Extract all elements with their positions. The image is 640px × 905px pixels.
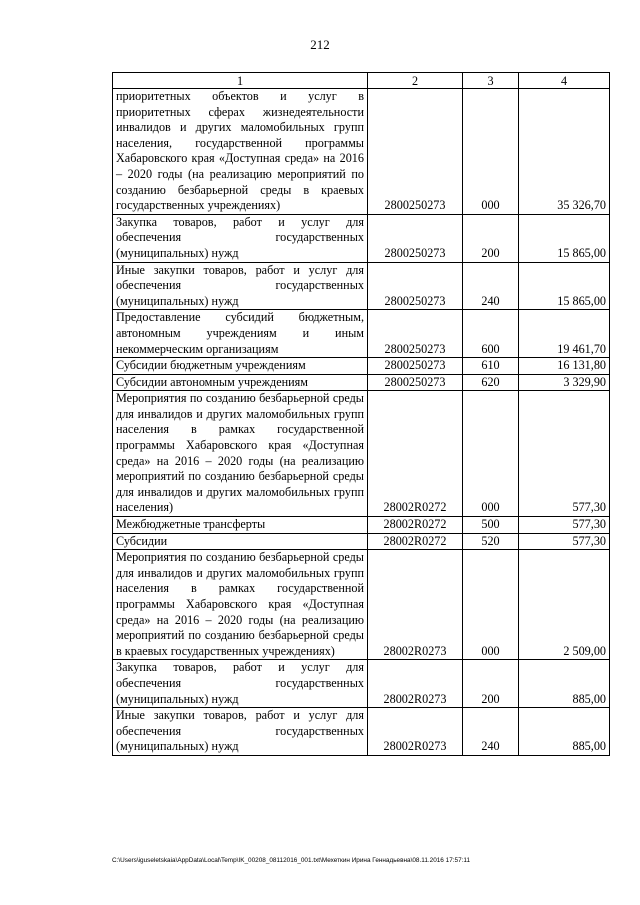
- row-amount: 885,00: [519, 708, 610, 756]
- table-row: [113, 358, 610, 375]
- row-expense-type: 240: [463, 708, 519, 756]
- column-header-4: 4: [519, 73, 610, 89]
- page-number: 212: [310, 37, 330, 52]
- row-amount: 16 131,80: [519, 358, 610, 375]
- row-amount: 577,30: [519, 517, 610, 534]
- row-amount: 19 461,70: [519, 310, 610, 358]
- row-expense-type: 500: [463, 517, 519, 534]
- row-expense-type: 620: [463, 374, 519, 391]
- row-amount: 3 329,90: [519, 374, 610, 391]
- row-target-code: 2800250273: [368, 310, 463, 358]
- table-row: [113, 374, 610, 391]
- row-expense-type: 240: [463, 262, 519, 310]
- table-row: [113, 89, 610, 215]
- row-expense-type: 520: [463, 533, 519, 550]
- table-row: [113, 391, 610, 517]
- row-target-code: 28002R0272: [368, 391, 463, 517]
- row-expense-type: 200: [463, 660, 519, 708]
- table-row: [113, 533, 610, 550]
- row-amount: 15 865,00: [519, 214, 610, 262]
- budget-table: [112, 72, 610, 756]
- row-target-code: 2800250273: [368, 374, 463, 391]
- row-amount: 2 509,00: [519, 550, 610, 660]
- row-description: Межбюджетные трансферты: [113, 517, 368, 534]
- row-expense-type: 000: [463, 89, 519, 215]
- row-description: Субсидии: [113, 533, 368, 550]
- row-amount: 35 326,70: [519, 89, 610, 215]
- row-description: Мероприятия по созданию безбарьерной среды для инвалидов и других маломобильных групп населения в рамках государственной программы Хабаровского края «Доступная среда» на 2016 – 2020 годы (на реализацию мероприятий по созданию безбарьерной среды для инвалидов и других маломобильных групп населения): [113, 391, 368, 517]
- row-description: Иные закупки товаров, работ и услуг для обеспечения государственных (муниципальных) нужд: [113, 708, 368, 756]
- row-description: Иные закупки товаров, работ и услуг для обеспечения государственных (муниципальных) нужд: [113, 262, 368, 310]
- row-description: Субсидии бюджетным учреждениям: [113, 358, 368, 375]
- row-amount: 577,30: [519, 533, 610, 550]
- row-target-code: 2800250273: [368, 89, 463, 215]
- table-row: [113, 310, 610, 358]
- column-header-2: 2: [368, 73, 463, 89]
- footer-file-path: C:\Users\iguseletskaia\AppData\Local\Temp\IK_00208_08112016_001.txt\Мехеткин Ирина Геннадьевна\08.11.2016 17:57:11: [112, 857, 471, 864]
- row-expense-type: 000: [463, 550, 519, 660]
- row-target-code: 28002R0272: [368, 533, 463, 550]
- column-header-1: 1: [113, 73, 368, 89]
- row-description: Предоставление субсидий бюджетным, автономным учреждениям и иным некоммерческим организациям: [113, 310, 368, 358]
- row-target-code: 2800250273: [368, 214, 463, 262]
- table-row: [113, 660, 610, 708]
- table-row: [113, 262, 610, 310]
- row-expense-type: 000: [463, 391, 519, 517]
- column-header-3: 3: [463, 73, 519, 89]
- table-row: [113, 708, 610, 756]
- row-amount: 577,30: [519, 391, 610, 517]
- row-target-code: 28002R0273: [368, 550, 463, 660]
- row-target-code: 28002R0273: [368, 708, 463, 756]
- row-description: Субсидии автономным учреждениям: [113, 374, 368, 391]
- table-row: [113, 550, 610, 660]
- row-expense-type: 200: [463, 214, 519, 262]
- row-expense-type: 600: [463, 310, 519, 358]
- row-description: Закупка товаров, работ и услуг для обеспечения государственных (муниципальных) нужд: [113, 660, 368, 708]
- row-description: Закупка товаров, работ и услуг для обеспечения государственных (муниципальных) нужд: [113, 214, 368, 262]
- table-row: [113, 214, 610, 262]
- row-description: приоритетных объектов и услуг в приоритетных сферах жизнедеятельности инвалидов и других маломобильных групп населения, государственной программы Хабаровского края «Доступная среда» на 2016 – 2020 годы (на реализацию мероприятий по созданию безбарьерной среды в краевых государственных учреждениях): [113, 89, 368, 215]
- row-target-code: 2800250273: [368, 358, 463, 375]
- row-target-code: 2800250273: [368, 262, 463, 310]
- row-target-code: 28002R0273: [368, 660, 463, 708]
- row-amount: 15 865,00: [519, 262, 610, 310]
- table-row: [113, 517, 610, 534]
- row-amount: 885,00: [519, 660, 610, 708]
- row-description: Мероприятия по созданию безбарьерной среды для инвалидов и других маломобильных групп населения в рамках государственной программы Хабаровского края «Доступная среда» на 2016 – 2020 годы (на реализацию мероприятий по созданию безбарьерной среды в краевых государственных учреждениях): [113, 550, 368, 660]
- table-header-row: [113, 73, 610, 89]
- row-target-code: 28002R0272: [368, 517, 463, 534]
- row-expense-type: 610: [463, 358, 519, 375]
